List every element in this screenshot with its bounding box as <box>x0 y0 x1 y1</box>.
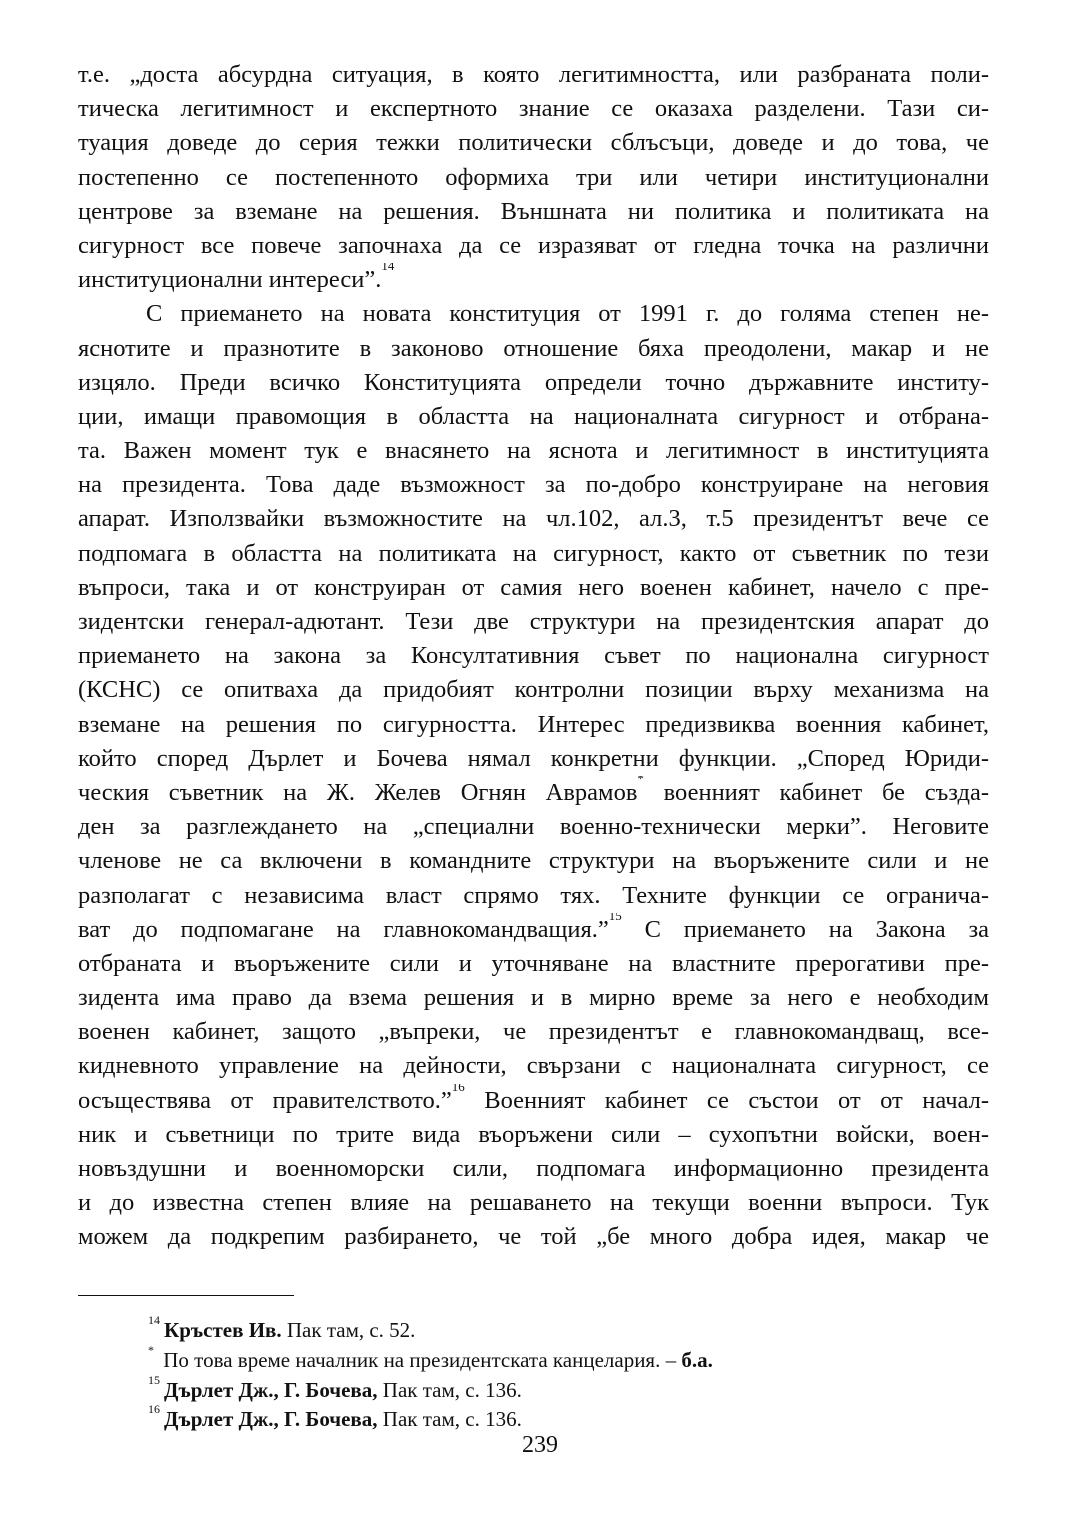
text-line: зидента има право да взема решения и в мирно време за него е необходим <box>78 984 989 1012</box>
footnote-mark: 16 <box>148 1402 160 1417</box>
text-line: та. Важен момент тук е внасянето на яснота и легитимност в институцията <box>78 437 989 465</box>
text-fragment: институционални интереси”. <box>78 266 382 294</box>
footnote-mark: 15 <box>148 1372 160 1387</box>
footnote-author-abbrev: б.а. <box>681 1347 713 1372</box>
text-line: (КСНС) се опитваха да придобият контролни позиции върху механизма на <box>78 676 989 704</box>
footnote-ref-15[interactable]: 15 <box>608 912 622 923</box>
text-line: кидневното управление на дейности, свързани с националната сигурност, се <box>78 1052 989 1080</box>
footnotes <box>148 1313 988 1435</box>
footnote-ref-asterisk[interactable]: * <box>637 775 644 786</box>
text-line: който според Дърлет и Бочева нямал конкретни функции. „Според Юриди- <box>78 744 989 772</box>
paragraph-2 <box>78 297 989 1254</box>
footnote-asterisk <box>148 1342 988 1376</box>
footnote-mark: * <box>148 1342 154 1357</box>
text-line: и до известна степен влияе на решаването на текущи военни въпроси. Тук <box>78 1189 989 1217</box>
text-line: ден за разглеждането на „специални военно-технически мерки”. Неговите <box>78 813 989 841</box>
footnote-text: Пак там, с. 52. <box>281 1318 416 1342</box>
footnote-author: Кръстев Ив. <box>164 1318 282 1342</box>
text-line <box>78 776 989 810</box>
footnote-ref-16[interactable]: 16 <box>451 1083 465 1094</box>
footnote-mark: 14 <box>148 1313 160 1327</box>
text-line <box>78 263 989 297</box>
text-line: вземане на решения по сигурността. Интерес предизвиква военния кабинет, <box>78 710 989 738</box>
text-line: въпроси, така и от конструиран от самия него военен кабинет, начело с пре- <box>78 573 989 601</box>
text-fragment: ват до подпомагане на главнокомандващия.” <box>78 915 609 943</box>
text-line: т.е. „доста абсурдна ситуация, в която легитимността, или разбраната поли- <box>78 61 989 88</box>
text-line: яснотите и празнотите в законово отношение бяха преодолени, макар и не <box>78 334 989 362</box>
text-line <box>78 1084 989 1118</box>
text-line: отбраната и въоръжените сили и уточняване на властните прерогативи пре- <box>78 949 989 977</box>
text-line: приемането на закона за Консултативния съвет по национална сигурност <box>78 642 989 670</box>
text-line: ции, имащи правомощия в областта на националната сигурност и отбрана- <box>78 402 989 430</box>
text-fragment: С приемането на Закона за <box>644 915 989 943</box>
text-line <box>78 913 989 947</box>
text-line: зидентски генерал-адютант. Тези две структури на президентския апарат до <box>78 608 989 635</box>
text-fragment: осъществява от правителството.” <box>78 1086 452 1114</box>
text-line: военен кабинет, защото „въпреки, че президентът е главнокомандващ, все- <box>78 1018 989 1046</box>
footnote-text: По това време началник на президентската канцелария. – <box>158 1347 682 1372</box>
page-number: 239 <box>522 1432 558 1458</box>
footnote-author: Дърлет Дж., Г. Бочева, <box>164 1407 378 1432</box>
text-line: изцяло. Преди всичко Конституцията определи точно държавните институ- <box>78 368 989 396</box>
text-fragment: ческия съветник на Ж. Желев Огнян Аврамов <box>78 778 638 806</box>
text-fragment: военният кабинет бе създа- <box>663 778 989 806</box>
text-line: подпомага в областта на политиката на сигурност, както от съветник по тези <box>78 539 989 567</box>
text-line: ник и съветници по трите вида въоръжени сили – сухопътни войски, воен- <box>78 1120 989 1148</box>
body-text <box>78 58 989 1255</box>
text-line: тическа легитимност и експертното знание се оказаха разделени. Тази си- <box>78 95 989 123</box>
text-line: С приемането на новата конституция от 1991 г. до голяма степен не- <box>146 300 989 328</box>
text-line: туация доведе до серия тежки политически сблъсъци, доведе и до това, че <box>78 129 989 157</box>
text-fragment: Военният кабинет се състои от от начал- <box>484 1086 989 1114</box>
footnote-14 <box>148 1313 988 1346</box>
text-line: постепенно се постепенното оформиха три или четири институционални <box>78 163 989 191</box>
paragraph-1 <box>78 58 989 297</box>
footnote-text: Пак там, с. 136. <box>377 1407 522 1432</box>
text-line: членове не са включени в командните структури на въоръжените сили и не <box>78 847 989 875</box>
text-line: на президента. Това даде възможност за по-добро конструиране на неговия <box>78 471 989 499</box>
text-line: разполагат с независима власт спрямо тях. Техните функции се огранича- <box>78 881 989 909</box>
text-line: центрове за вземане на решения. Външната ни политика и политиката на <box>78 197 989 225</box>
footnote-separator <box>78 1295 294 1296</box>
text-line: можем да подкрепим разбирането, че той „бе много добра идея, макар че <box>78 1223 989 1251</box>
footnote-ref-14[interactable]: 14 <box>381 263 395 274</box>
footnote-author: Дърлет Дж., Г. Бочева, <box>164 1377 378 1402</box>
text-line: новъздушни и военноморски сили, подпомага информационно президента <box>78 1155 989 1182</box>
text-line: сигурност все повече започнаха да се изразяват от гледна точка на различни <box>78 231 989 259</box>
footnote-text: Пак там, с. 136. <box>377 1377 522 1402</box>
text-line: апарат. Използвайки възможностите на чл.102, ал.3, т.5 президентът вече се <box>78 505 989 533</box>
footnote-15 <box>148 1372 988 1406</box>
